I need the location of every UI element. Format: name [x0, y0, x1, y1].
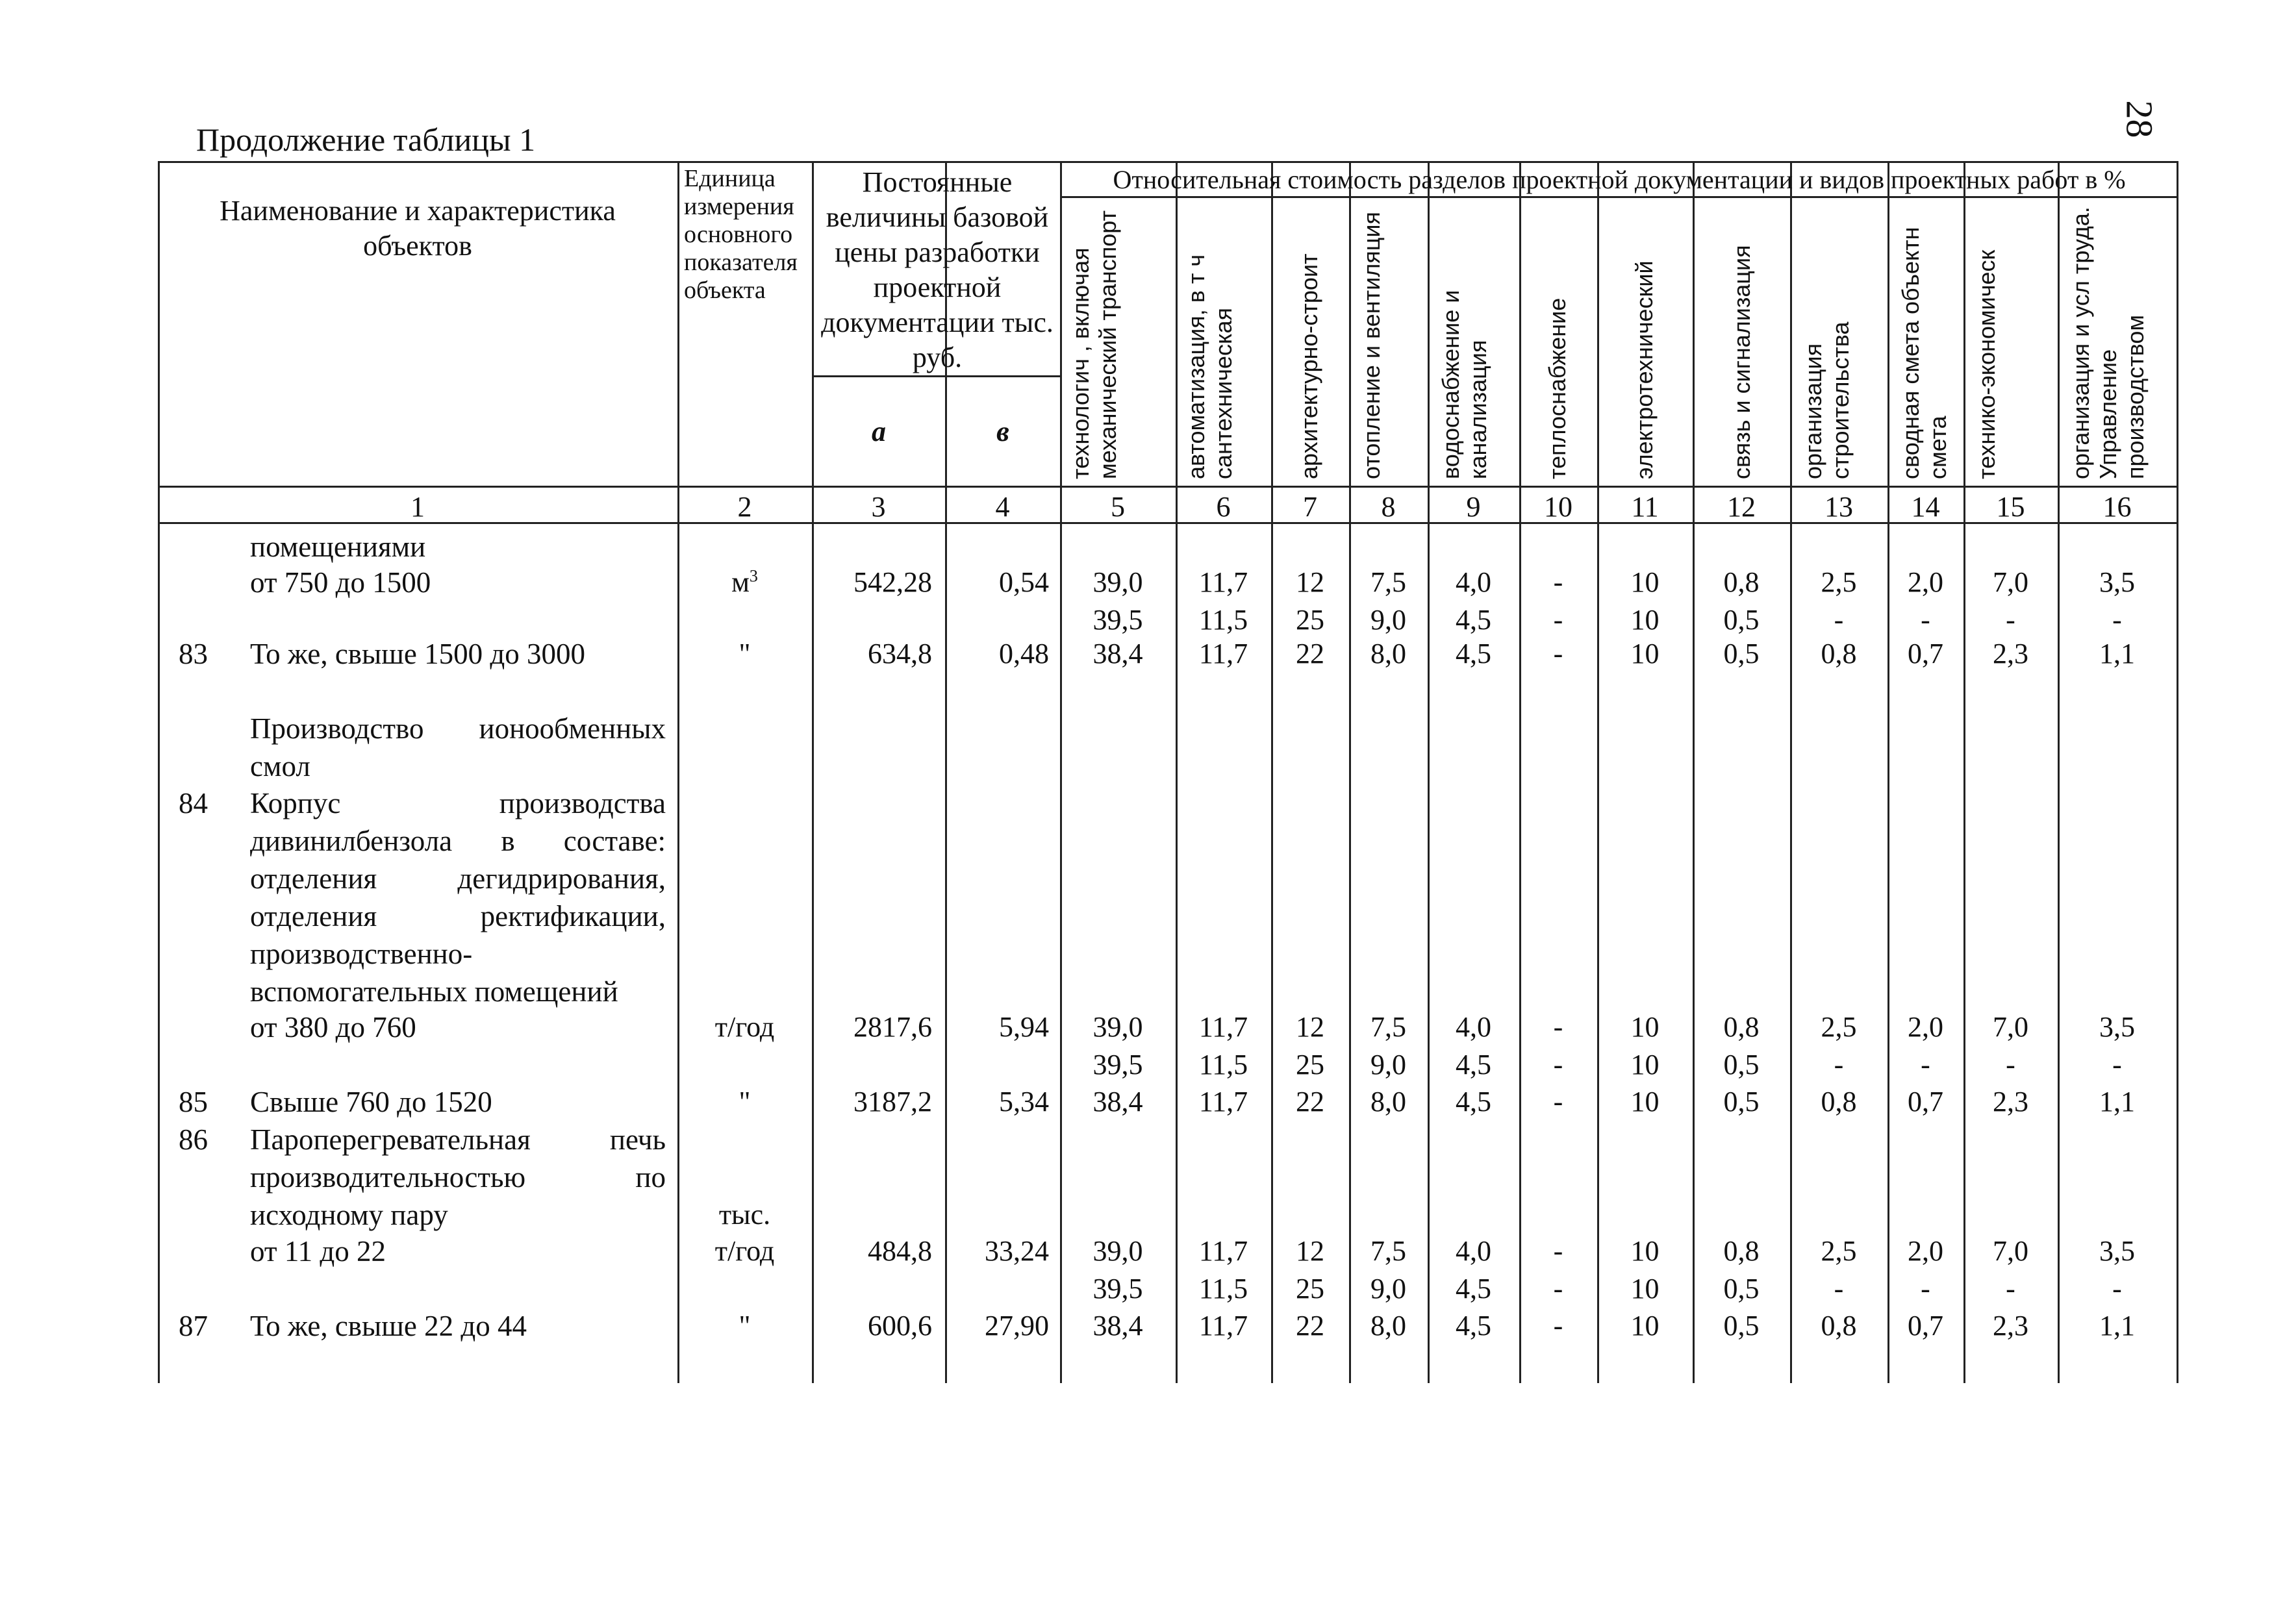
percent-value: 9,0 — [1370, 1273, 1406, 1305]
column-number: 11 — [1631, 491, 1659, 523]
unit-text: " — [739, 638, 751, 669]
base-price-a: 634,8 — [868, 638, 932, 669]
section-header-estimate: сводная смета объектн смета — [1897, 227, 1951, 479]
percent-value: 1,1 — [2099, 638, 2135, 669]
percent-value: 8,0 — [1370, 638, 1406, 669]
percent-value: - — [1553, 1235, 1563, 1267]
percent-value: 10 — [1630, 638, 1660, 669]
percent-value: 39,5 — [1092, 1049, 1143, 1081]
percent-value: - — [1553, 1273, 1563, 1305]
object-name: от 750 до 1500 — [250, 566, 431, 599]
percent-value: 10 — [1630, 1049, 1660, 1081]
section-header-construction-org: организация строительства — [1800, 321, 1854, 479]
section-header-automation: автоматизация, в т ч сантехническая — [1183, 254, 1237, 479]
percent-value: 39,0 — [1092, 566, 1143, 598]
percent-value: 0,5 — [1723, 1049, 1760, 1081]
column-number: 8 — [1381, 491, 1396, 523]
percent-value: 10 — [1630, 1235, 1660, 1267]
percent-value: 0,7 — [1908, 1086, 1943, 1118]
column-number: 6 — [1216, 491, 1231, 523]
percent-value: - — [2006, 1273, 2015, 1305]
column-number: 2 — [737, 491, 752, 523]
percent-value: 11,7 — [1198, 566, 1248, 598]
percent-value: - — [2006, 1049, 2015, 1081]
object-name: То же, свыше 1500 до 3000 — [250, 638, 586, 670]
percent-value: - — [1553, 1011, 1563, 1043]
unit-cell — [677, 1196, 812, 1234]
percent-value: 25 — [1296, 1273, 1324, 1305]
percent-value: 3,5 — [2099, 1235, 2135, 1267]
percent-value: 8,0 — [1370, 1086, 1406, 1118]
percent-value: - — [2112, 1273, 2122, 1305]
percent-value: 2,3 — [1993, 1086, 2028, 1118]
col-line — [1271, 161, 1273, 1383]
percent-value: 0,8 — [1723, 566, 1760, 598]
percent-value: 2,3 — [1993, 638, 2028, 669]
col-line — [1887, 161, 1889, 1383]
row-number: 87 — [179, 1310, 208, 1342]
percent-value: 2,5 — [1821, 1235, 1857, 1267]
percent-value: - — [1553, 566, 1563, 598]
percent-value: - — [1553, 1086, 1563, 1118]
percent-value: 7,5 — [1370, 566, 1406, 598]
row-number: 85 — [179, 1086, 208, 1118]
percent-value: 0,5 — [1723, 1273, 1760, 1305]
percent-value: 11,7 — [1198, 638, 1248, 669]
percent-value: - — [1834, 604, 1844, 636]
percent-value: 39,5 — [1092, 1273, 1143, 1305]
column-number: 13 — [1824, 491, 1853, 523]
percent-value: 11,5 — [1198, 1049, 1248, 1081]
object-name: от 380 до 760 — [250, 1011, 416, 1043]
percent-value: 39,0 — [1092, 1235, 1143, 1267]
column-number: 7 — [1303, 491, 1317, 523]
page-number: 28 — [2118, 100, 2161, 138]
percent-value: 7,0 — [1993, 566, 2028, 598]
header-const-a: а — [872, 416, 886, 447]
percent-value: 0,5 — [1723, 1086, 1760, 1118]
header-const-b: в — [996, 416, 1009, 447]
percent-value: 11,7 — [1198, 1235, 1248, 1267]
percent-value: 38,4 — [1092, 1310, 1143, 1342]
percent-value: - — [1834, 1049, 1844, 1081]
percent-value: 22 — [1296, 1086, 1324, 1118]
percent-value: 39,5 — [1092, 604, 1143, 636]
object-name: Корпус производства дивинилбензола в составе: отделения дегидрирования, отделения ректификации, производственно-вспомогательных помещений — [250, 787, 666, 1008]
section-header-labor: организация и усл труда. Управление производством — [2067, 206, 2149, 479]
row-number: 83 — [179, 638, 208, 670]
percent-value: 0,8 — [1821, 1310, 1857, 1342]
percent-value: - — [1921, 1273, 1930, 1305]
percent-value: 25 — [1296, 1049, 1324, 1081]
percent-value: 3,5 — [2099, 566, 2135, 598]
base-price-b: 0,48 — [999, 638, 1049, 669]
column-number: 3 — [871, 491, 886, 523]
percent-value: - — [1921, 604, 1930, 636]
row-number: 84 — [179, 787, 208, 819]
percent-value: 39,0 — [1092, 1011, 1143, 1043]
unit-cell — [677, 1083, 812, 1121]
percent-value: 2,0 — [1908, 1011, 1943, 1043]
base-price-a: 2817,6 — [853, 1011, 932, 1043]
col-line — [1597, 161, 1599, 1383]
percent-value: 4,5 — [1456, 604, 1491, 636]
percent-value: 22 — [1296, 638, 1324, 669]
unit-text: тыс. — [718, 1199, 771, 1230]
unit-cell — [677, 635, 812, 673]
column-number: 10 — [1544, 491, 1572, 523]
header-unit: Единица измерения основного показателя объекта — [684, 165, 798, 304]
percent-value: 0,7 — [1908, 638, 1943, 669]
header-constants: Постоянные величины базовой цены разработки проектной документации тыс. руб. — [821, 166, 1054, 373]
col-line — [2177, 161, 2178, 1383]
column-number: 14 — [1911, 491, 1940, 523]
row-number: 86 — [179, 1123, 208, 1156]
percent-value: - — [2112, 604, 2122, 636]
unit-text: т/год — [714, 1235, 775, 1267]
column-number: 15 — [1996, 491, 2025, 523]
percent-value: 38,4 — [1092, 1086, 1143, 1118]
unit-superscript: 3 — [749, 566, 758, 586]
percent-value: 2,5 — [1821, 1011, 1857, 1043]
header-name: Наименование и характеристика объектов — [220, 195, 616, 262]
base-price-b: 0,54 — [999, 566, 1049, 598]
percent-value: 2,0 — [1908, 566, 1943, 598]
unit-cell — [677, 1008, 812, 1046]
percent-value: 4,5 — [1456, 1049, 1491, 1081]
section-header-economic: технико-экономическ — [1973, 249, 2000, 479]
percent-value: 0,8 — [1821, 638, 1857, 669]
column-number: 12 — [1727, 491, 1756, 523]
percent-value: 11,7 — [1198, 1011, 1248, 1043]
percent-value: 12 — [1296, 1011, 1324, 1043]
percent-value: 11,7 — [1198, 1086, 1248, 1118]
unit-text: м — [731, 566, 750, 598]
col-line — [1790, 161, 1792, 1383]
percent-value: 4,5 — [1456, 1086, 1491, 1118]
percent-value: - — [2006, 604, 2015, 636]
col-line — [1060, 161, 1062, 1383]
base-price-a: 484,8 — [868, 1235, 932, 1267]
percent-value: 7,5 — [1370, 1235, 1406, 1267]
percent-value: - — [1553, 604, 1563, 636]
col-line — [158, 161, 160, 1383]
object-name: Пароперегревательная печь производительностью по исходному пару — [250, 1123, 666, 1231]
object-name: Свыше 760 до 1520 — [250, 1086, 492, 1118]
percent-value: 4,0 — [1456, 1011, 1491, 1043]
column-number: 16 — [2102, 491, 2132, 523]
percent-value: - — [1921, 1049, 1930, 1081]
percent-value: - — [1834, 1273, 1844, 1305]
column-number: 1 — [410, 491, 425, 523]
percent-value: 1,1 — [2099, 1086, 2135, 1118]
section-header-communication: связь и сигнализация — [1728, 245, 1755, 479]
percent-value: 4,5 — [1456, 638, 1491, 669]
percent-value: 4,0 — [1456, 566, 1491, 598]
base-price-b: 33,24 — [985, 1235, 1049, 1267]
col-line — [1349, 161, 1351, 1383]
percent-value: 0,5 — [1723, 638, 1760, 669]
percent-value: 2,3 — [1993, 1310, 2028, 1342]
percent-value: 0,8 — [1723, 1235, 1760, 1267]
section-header-heat-supply: теплоснабжение — [1544, 297, 1571, 479]
percent-value: 11,5 — [1198, 1273, 1248, 1305]
unit-cell — [677, 1232, 812, 1270]
percent-value: 0,8 — [1821, 1086, 1857, 1118]
percent-value: - — [2112, 1049, 2122, 1081]
base-price-a: 542,28 — [853, 566, 932, 598]
unit-text: т/год — [714, 1011, 775, 1043]
percent-value: - — [1553, 1310, 1563, 1342]
base-price-a: 600,6 — [868, 1310, 932, 1342]
col-line — [812, 161, 814, 1383]
section-header-architecture: архитектурно-строит — [1296, 253, 1322, 479]
unit-cell — [677, 1307, 812, 1345]
percent-value: 0,5 — [1723, 1310, 1760, 1342]
percent-value: 9,0 — [1370, 604, 1406, 636]
percent-value: 7,5 — [1370, 1011, 1406, 1043]
section-header-electrical: электротехнический — [1631, 260, 1658, 479]
col-line — [1176, 161, 1178, 1383]
percent-value: 38,4 — [1092, 638, 1143, 669]
col-line — [2058, 161, 2060, 1383]
col-line — [1519, 161, 1521, 1383]
section-header-technology: технологич , включая механический транспорт — [1067, 210, 1121, 479]
percent-value: - — [1553, 638, 1563, 669]
column-number: 4 — [995, 491, 1010, 523]
percent-value: 22 — [1296, 1310, 1324, 1342]
col-line — [1428, 161, 1430, 1383]
base-price-b: 5,94 — [999, 1011, 1049, 1043]
percent-value: 10 — [1630, 1310, 1660, 1342]
percent-value: 2,0 — [1908, 1235, 1943, 1267]
percent-value: 3,5 — [2099, 1011, 2135, 1043]
header-relative-cost: Относительная стоимость разделов проектной документации и видов проектных работ в % — [1113, 165, 2126, 194]
percent-value: 0,7 — [1908, 1310, 1943, 1342]
object-name: помещениями — [250, 531, 426, 563]
base-price-b: 5,34 — [999, 1086, 1049, 1118]
percent-value: 10 — [1630, 1273, 1660, 1305]
col-line — [1963, 161, 1965, 1383]
percent-value: 10 — [1630, 604, 1660, 636]
percent-value: 4,0 — [1456, 1235, 1491, 1267]
percent-value: 1,1 — [2099, 1310, 2135, 1342]
object-name: То же, свыше 22 до 44 — [250, 1310, 527, 1342]
percent-value: 8,0 — [1370, 1310, 1406, 1342]
percent-value: 0,8 — [1723, 1011, 1760, 1043]
percent-value: 10 — [1630, 566, 1660, 598]
header-subline — [812, 375, 1060, 377]
percent-value: - — [1553, 1049, 1563, 1081]
column-number: 5 — [1111, 491, 1125, 523]
percent-value: 25 — [1296, 604, 1324, 636]
percent-value: 12 — [1296, 566, 1324, 598]
column-number: 9 — [1466, 491, 1481, 523]
percent-value: 11,5 — [1198, 604, 1248, 636]
percent-value: 12 — [1296, 1235, 1324, 1267]
object-name: Производство ионообменных смол — [250, 712, 666, 782]
col-line — [1693, 161, 1695, 1383]
base-price-a: 3187,2 — [853, 1086, 932, 1118]
percent-value: 10 — [1630, 1011, 1660, 1043]
percent-value: 0,5 — [1723, 604, 1760, 636]
percent-value: 11,7 — [1198, 1310, 1248, 1342]
cost-table — [158, 161, 2178, 1383]
unit-text: " — [739, 1086, 751, 1118]
percent-value: 2,5 — [1821, 566, 1857, 598]
percent-value: 9,0 — [1370, 1049, 1406, 1081]
base-price-b: 27,90 — [985, 1310, 1049, 1342]
unit-cell — [677, 564, 812, 601]
continuation-label: Продолжение таблицы 1 — [196, 121, 536, 158]
object-name: от 11 до 22 — [250, 1235, 386, 1268]
header-bottom-line — [158, 486, 2178, 488]
unit-text: " — [739, 1310, 751, 1342]
percent-value: 4,5 — [1456, 1310, 1491, 1342]
section-header-water: водоснабжение и канализация — [1437, 290, 1491, 479]
section-header-heating: отопление и вентиляция — [1358, 212, 1385, 479]
percent-value: 7,0 — [1993, 1011, 2028, 1043]
percent-value: 10 — [1630, 1086, 1660, 1118]
percent-value: 7,0 — [1993, 1235, 2028, 1267]
percent-value: 4,5 — [1456, 1273, 1491, 1305]
